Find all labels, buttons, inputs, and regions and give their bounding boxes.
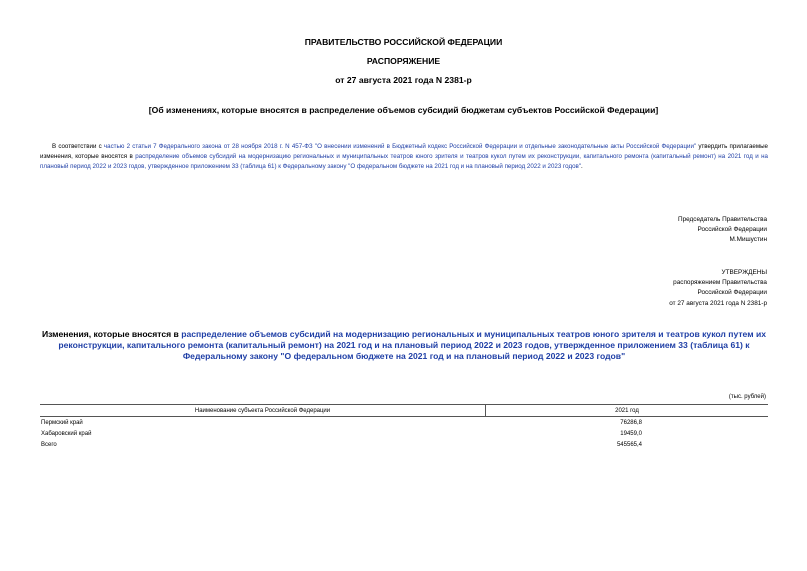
total-label-cell: Всего	[41, 441, 57, 448]
document-date: от 27 августа 2021 года N 2381-р	[335, 75, 472, 85]
approved-by: распоряжением Правительства	[673, 279, 767, 287]
amount-cell: 76286,8	[620, 419, 642, 426]
table-row	[40, 417, 768, 429]
approval-stamp	[669, 268, 767, 309]
table-header-row	[40, 405, 768, 417]
signature-position: Председатель Правительства	[678, 216, 767, 223]
body-text-3: .	[581, 163, 583, 171]
region-cell: Пермский край	[41, 419, 83, 426]
units-label: (тыс. рублей)	[728, 394, 766, 400]
signature-name: М.Мишустин	[729, 236, 767, 244]
changes-title-prefix: Изменения, которые вносятся в	[41, 329, 182, 339]
distribution-reference-link[interactable]: распределение объемов субсидий на модернизацию региональных и муниципальных театров юного зрителя и театров кукол путем их реконструкции, капитального ремонта (капитальный ремонт) на 2021 год и на плановый период 2022 и 2023 годов, утвержденное приложением 33 (таблица 61) к Федеральному закону "О федеральном бюджете на 2021 год и на плановый период 2022 и 2023 годов"	[40, 153, 769, 171]
law-reference-link[interactable]: частью 2 статьи 7 Федерального закона от 28 ноября 2018 г. N 457-ФЗ "О внесении изменений в Бюджетный кодекс Российской Федерации и отдельные законодательные акты Российской Федерации"	[103, 143, 697, 150]
body-paragraph	[40, 142, 768, 173]
signature-country: Российской Федерации	[697, 226, 767, 234]
signature-block	[678, 215, 767, 246]
changes-title	[40, 329, 768, 362]
government-header: ПРАВИТЕЛЬСТВО РОССИЙСКОЙ ФЕДЕРАЦИИ	[304, 37, 503, 47]
document-type: РАСПОРЯЖЕНИЕ	[366, 56, 441, 66]
table-row	[40, 428, 768, 439]
changes-title-link[interactable]: распределение объемов субсидий на модернизацию региональных и муниципальных театров юного зрителя и театров кукол путем их реконструкции, капитального ремонта (капитальный ремонт) на 2021 год и на плановый период 2022 и 2023 годов, утвержденное приложением 33 (таблица 61) к Федеральному закону "О федеральном бюджете на 2021 год и на плановый период 2022 и 2023 годов"	[58, 329, 767, 361]
region-cell: Хабаровский край	[41, 430, 92, 437]
amount-cell: 19459,0	[620, 430, 642, 437]
approved-country: Российской Федерации	[697, 289, 767, 297]
body-text-2: утвердить прилагаемые изменения, которые вносятся в	[40, 143, 768, 161]
column-header-year: 2021 год	[486, 405, 769, 417]
document-title: [Об изменениях, которые вносятся в распределение объемов субсидий бюджетам субъектов Российской Федерации]	[148, 105, 659, 115]
subsidy-table	[40, 404, 768, 450]
approved-heading: УТВЕРЖДЕНЫ	[721, 269, 767, 276]
approved-date: от 27 августа 2021 года N 2381-р	[669, 299, 767, 307]
column-header-region: Наименование субъекта Российской Федерации	[40, 405, 486, 417]
body-text-1: В соответствии с	[52, 143, 104, 150]
table-row-total	[40, 439, 768, 450]
total-amount-cell: 545565,4	[616, 441, 642, 448]
